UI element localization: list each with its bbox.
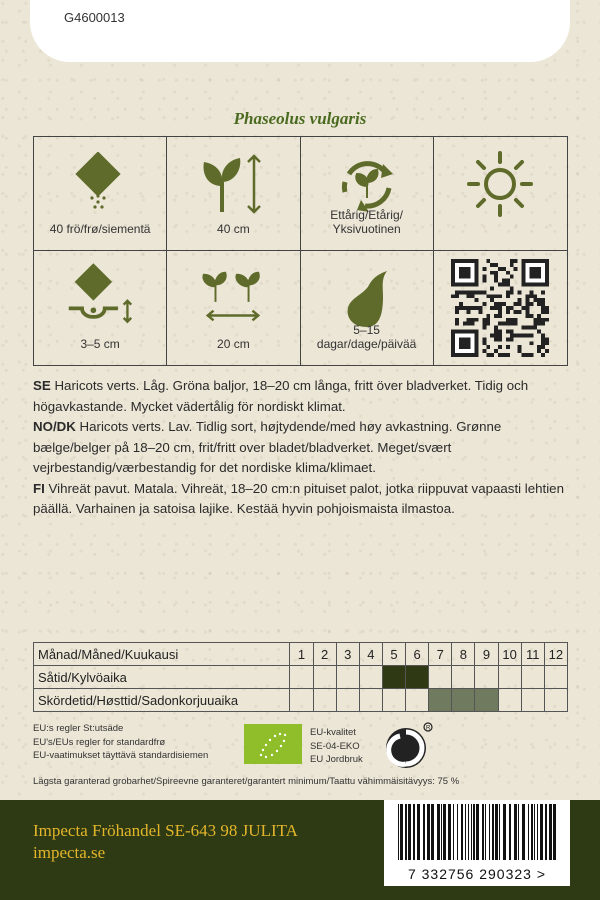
calendar-harvest-row (34, 689, 568, 712)
plant-spacing-icon (198, 263, 268, 333)
sun-cell (434, 137, 567, 251)
sowing-cell-12 (544, 666, 567, 689)
company-name: Impecta Fröhandel SE-643 98 JULITA (33, 821, 298, 840)
qr-code-icon[interactable] (451, 259, 549, 357)
harvest-label: Skördetid/Høsttid/Sadonkorjuuaika (34, 689, 290, 712)
barcode (384, 800, 570, 886)
plant-height-icon (198, 149, 268, 219)
germination-cell (301, 251, 434, 365)
harvest-cell-1 (290, 689, 313, 712)
month-7: 7 (429, 643, 452, 666)
eco-certification (310, 726, 363, 767)
month-10: 10 (498, 643, 521, 666)
sowing-depth-caption: 3–5 cm (80, 337, 120, 351)
month-6: 6 (406, 643, 429, 666)
harvest-cell-4 (359, 689, 382, 712)
text-se: Haricots verts. Låg. Gröna baljor, 18–20 cm långa, fritt över bladverket. Tidig och högavkastande. Mycket vädertålig för nordiskt klimat. (33, 378, 529, 414)
info-grid (33, 136, 568, 366)
sowing-cell-1 (290, 666, 313, 689)
sowing-cell-10 (498, 666, 521, 689)
calendar-month-row (34, 643, 568, 666)
recycling-logo (382, 720, 434, 772)
harvest-cell-9 (475, 689, 498, 712)
sowing-cell-9 (475, 666, 498, 689)
text-fi: Vihreät pavut. Matala. Vihreät, 18–20 cm:n pituiset palot, jotka riippuvat vapaasti lehtien päällä. Varhainen ja satoisa lajike. Kestää hyvin pohjoismaista ilmastoa. (33, 480, 564, 516)
sowing-depth-icon (65, 263, 135, 333)
descriptions (33, 376, 568, 520)
regulation-line: EU's/EUs regler for standardfrø (33, 736, 166, 748)
sun-icon (465, 149, 535, 219)
plant-height-cell (167, 137, 300, 251)
month-11: 11 (521, 643, 544, 666)
seed-count-caption: 40 frö/frø/siementä (49, 222, 151, 236)
lang-code-se: SE (33, 378, 51, 393)
sowing-cell-11 (521, 666, 544, 689)
eco-line: EU Jordbruk (310, 754, 363, 765)
article-number: G4600013 (64, 10, 125, 25)
lang-code-fi: FI (33, 480, 45, 496)
annual-cell (301, 137, 434, 251)
plant-height-caption: 40 cm (217, 222, 250, 236)
harvest-cell-11 (521, 689, 544, 712)
calendar-sowing-row (34, 666, 568, 689)
sowing-cell-7 (429, 666, 452, 689)
month-5: 5 (382, 643, 405, 666)
sowing-cell-4 (359, 666, 382, 689)
harvest-cell-6 (406, 689, 429, 712)
text-no: Haricots verts. Lav. Tidlig sort, højtydende/med høy avkastning. Grønne bælge/belger på 18–20 cm, frit/fritt over bladet/bladverket. Meget/svært vejrbestandig/værbestandig for det nordiske klima/klimaet. (33, 419, 502, 475)
description-no (33, 417, 568, 479)
germination-caption: 5–15 dagar/dage/päivää (316, 323, 417, 351)
eu-organic-leaf-logo (244, 724, 302, 764)
latin-name: Phaseolus vulgaris (233, 109, 367, 128)
sowing-cell-2 (313, 666, 336, 689)
plant-spacing-cell (167, 251, 300, 365)
germination-guarantee: Lägsta garanterad grobarhet/Spireevne garanteret/garantert minimum/Taattu vähimmäisitävyys: 75 % (33, 776, 460, 787)
harvest-cell-12 (544, 689, 567, 712)
harvest-cell-7 (429, 689, 452, 712)
regulations (33, 722, 208, 763)
month-label: Månad/Måned/Kuukausi (34, 643, 290, 666)
sowing-cell-8 (452, 666, 475, 689)
eco-line: SE-04-EKO (310, 740, 360, 752)
month-4: 4 (359, 643, 382, 666)
website-link[interactable]: impecta.se (33, 843, 106, 862)
month-3: 3 (336, 643, 359, 666)
sowing-label: Såtid/Kylvöaika (34, 666, 290, 689)
harvest-cell-10 (498, 689, 521, 712)
month-2: 2 (313, 643, 336, 666)
seed-packet-icon (65, 149, 135, 219)
qr-cell (434, 251, 567, 365)
company-address (33, 820, 298, 864)
harvest-cell-2 (313, 689, 336, 712)
month-12: 12 (544, 643, 567, 666)
sowing-cell-6 (406, 666, 429, 689)
seed-count-cell (34, 137, 167, 251)
harvest-cell-5 (382, 689, 405, 712)
barcode-number: 7 332756 290323 > (407, 866, 547, 882)
sowing-cell-5 (382, 666, 405, 689)
sowing-calendar (33, 642, 568, 712)
sowing-depth-cell (34, 251, 167, 365)
harvest-cell-8 (452, 689, 475, 712)
lang-code-no: NO/DK (33, 419, 76, 434)
regulation-line: EU-vaatimukset täyttävä standardisiemen (33, 750, 209, 761)
month-8: 8 (452, 643, 475, 666)
svg-text:R: R (426, 725, 431, 732)
footer (0, 800, 600, 900)
harvest-cell-3 (336, 689, 359, 712)
plant-spacing-caption: 20 cm (217, 337, 250, 351)
month-1: 1 (290, 643, 313, 666)
description-se (33, 376, 568, 417)
regulation-line: EU:s regler St:utsäde (33, 723, 124, 734)
eco-line: EU-kvalitet (310, 727, 356, 738)
description-fi (33, 479, 568, 520)
sowing-cell-3 (336, 666, 359, 689)
annual-caption: Ettårig/Etårig/ Yksivuotinen (330, 208, 403, 236)
month-9: 9 (475, 643, 498, 666)
